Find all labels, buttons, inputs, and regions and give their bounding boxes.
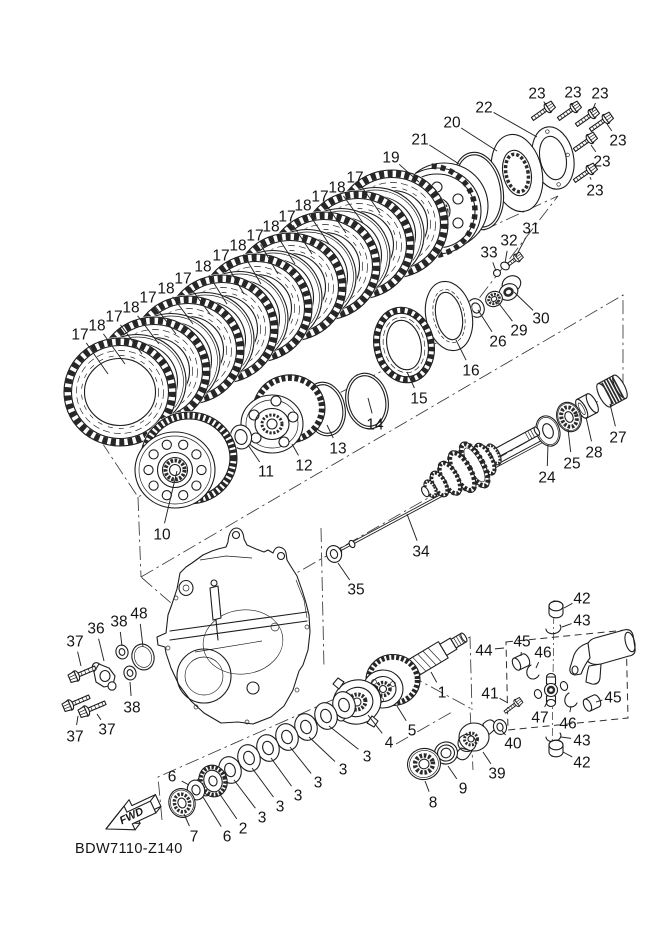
part-number-label: 2	[238, 820, 248, 838]
part-number-label: 44	[475, 642, 493, 660]
part-number-label: 17	[346, 169, 364, 187]
part-number-label: 3	[313, 774, 323, 792]
part-number-label: 1	[437, 684, 447, 702]
part-number-label: 16	[462, 362, 480, 380]
part-number-label: 5	[407, 722, 417, 740]
part-number-label: 3	[293, 787, 303, 805]
part-number-label: 41	[481, 685, 499, 703]
part-number-label: 27	[609, 429, 627, 447]
part-number-label: 22	[475, 99, 493, 117]
part-number-label: 14	[366, 416, 384, 434]
part-number-label: 18	[88, 317, 106, 335]
part-number-label: 17	[246, 227, 264, 245]
part-number-label: 10	[153, 526, 171, 544]
part-42-cap	[549, 740, 563, 757]
part-number-label: 35	[347, 581, 365, 599]
part-number-label: 19	[382, 149, 400, 167]
part-number-label: 8	[428, 794, 438, 812]
part-number-label: 47	[531, 709, 549, 727]
part-number-label: 17	[105, 308, 123, 326]
part-number-label: 46	[559, 715, 577, 733]
part-number-label: 24	[538, 469, 556, 487]
part-number-label: 23	[593, 153, 611, 171]
part-number-label: 37	[98, 721, 116, 739]
part-number-label: 30	[532, 310, 550, 328]
part-33-ball	[494, 270, 501, 277]
part-number-label: 45	[513, 633, 531, 651]
part-number-label: 26	[489, 333, 507, 351]
part-number-label: 20	[443, 114, 461, 132]
part-number-label: 43	[573, 732, 591, 750]
part-number-label: 18	[122, 299, 140, 317]
part-number-label: 37	[66, 633, 84, 651]
part-number-label: 38	[110, 613, 128, 631]
part-number-label: 37	[66, 728, 84, 746]
part-number-label: 3	[275, 798, 285, 816]
part-number-label: 18	[262, 218, 280, 236]
part-number-label: 45	[604, 689, 622, 707]
part-number-label: 23	[564, 84, 582, 102]
fwd-label: FWD	[117, 805, 146, 828]
part-number-label: 18	[157, 280, 175, 298]
part-number-label: 17	[212, 247, 230, 265]
part-number-label: 18	[194, 258, 212, 276]
part-number-label: 17	[311, 188, 329, 206]
part-number-label: 12	[295, 457, 313, 475]
part-number-label: 17	[71, 326, 89, 344]
part-number-label: 31	[522, 220, 540, 238]
part-number-label: 33	[480, 244, 498, 262]
part-42-cap	[549, 601, 563, 618]
part-number-label: 3	[257, 809, 267, 827]
part-number-label: 6	[167, 768, 177, 786]
part-number-label: 18	[229, 237, 247, 255]
part-number-label: 23	[609, 132, 627, 150]
part-number-label: 42	[573, 754, 591, 772]
part-number-label: 9	[458, 780, 468, 798]
part-number-label: 48	[130, 605, 148, 623]
drawing-code: BDW7110-Z140	[75, 841, 183, 857]
part-number-label: 40	[504, 735, 522, 753]
part-number-label: 23	[586, 182, 604, 200]
part-number-label: 28	[585, 444, 603, 462]
part-number-label: 29	[510, 322, 528, 340]
part-number-label: 23	[528, 85, 546, 103]
part-number-label: 18	[294, 197, 312, 215]
part-number-label: 17	[139, 289, 157, 307]
part-number-label: 11	[257, 463, 275, 481]
part-number-label: 4	[384, 734, 394, 752]
part-number-label: 13	[329, 440, 347, 458]
part-number-label: 18	[328, 179, 346, 197]
part-number-label: 3	[362, 748, 372, 766]
part-number-label: 38	[123, 699, 141, 717]
part-number-label: 21	[411, 131, 429, 149]
part-number-label: 34	[412, 543, 430, 561]
part-number-label: 36	[87, 620, 105, 638]
part-number-label: 15	[410, 390, 428, 408]
part-number-label: 3	[338, 761, 348, 779]
part-number-label: 17	[278, 208, 296, 226]
part-number-label: 46	[534, 644, 552, 662]
part-number-label: 39	[488, 765, 506, 783]
part-number-label: 6	[222, 828, 232, 846]
part-number-label: 17	[174, 270, 192, 288]
part-number-label: 42	[573, 590, 591, 608]
part-number-label: 25	[563, 455, 581, 473]
part-number-label: 32	[500, 232, 518, 250]
part-number-label: 7	[189, 828, 199, 846]
part-number-label: 23	[591, 85, 609, 103]
part-number-label: 43	[573, 612, 591, 630]
